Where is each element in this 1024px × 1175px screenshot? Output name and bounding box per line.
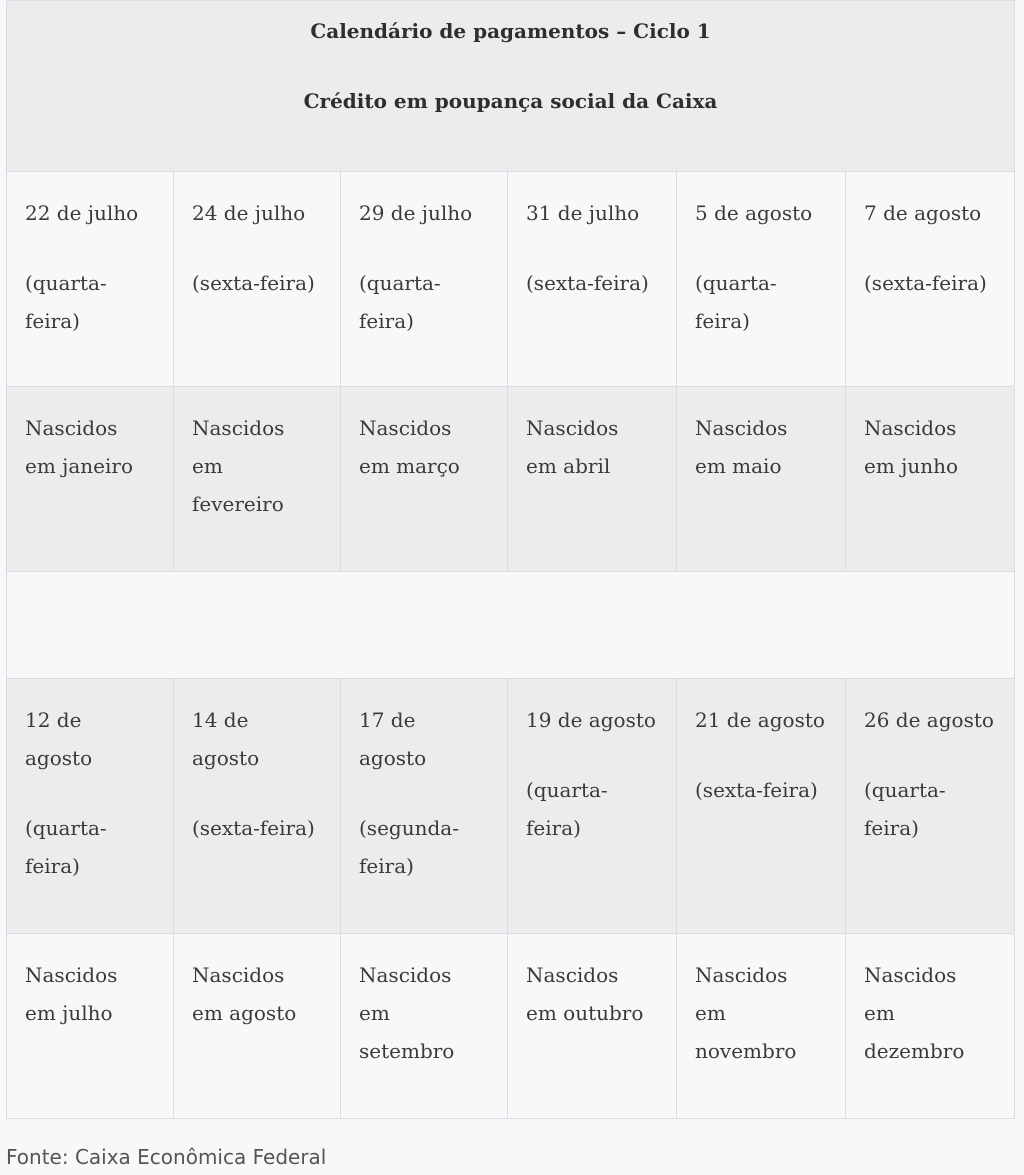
cell-line: (sexta-feira): [864, 271, 987, 295]
date-cell: [341, 679, 508, 934]
source-note: Fonte: Caixa Econômica Federal: [6, 1145, 327, 1169]
cell-line: em maio: [695, 454, 782, 478]
cell-line: 14 de: [192, 708, 249, 732]
birth-month-cell: [677, 934, 846, 1119]
date-cell: [846, 679, 1015, 934]
table-row-dates-1: [7, 172, 1015, 387]
cell-line: em abril: [526, 454, 611, 478]
cell-line: Nascidos: [526, 963, 619, 987]
cell-line: (sexta-feira): [526, 271, 649, 295]
cell-line: Nascidos: [526, 416, 619, 440]
cell-line: Nascidos: [192, 963, 285, 987]
cell-line: em: [864, 1001, 895, 1025]
cell-line: 22 de julho: [25, 201, 139, 225]
table-row-dates-2: [7, 679, 1015, 934]
cell-line: Nascidos: [695, 963, 788, 987]
cell-line: 26 de agosto: [864, 708, 994, 732]
cell-line: em janeiro: [25, 454, 133, 478]
birth-month-cell: [508, 934, 677, 1119]
cell-line: setembro: [359, 1039, 455, 1063]
table-header: [7, 1, 1015, 172]
cell-line: 19 de agosto: [526, 708, 656, 732]
cell-line: (quarta-: [864, 778, 946, 802]
cell-line: fevereiro: [192, 492, 284, 516]
cell-line: 7 de agosto: [864, 201, 982, 225]
cell-line: dezembro: [864, 1039, 965, 1063]
date-cell: [508, 679, 677, 934]
date-cell: [508, 172, 677, 387]
cell-line: (quarta-: [526, 778, 608, 802]
cell-line: em julho: [25, 1001, 113, 1025]
cell-line: Nascidos: [192, 416, 285, 440]
cell-line: 24 de julho: [192, 201, 306, 225]
cell-line: feira): [526, 816, 581, 840]
cell-line: 31 de julho: [526, 201, 640, 225]
birth-month-cell: [846, 934, 1015, 1119]
cell-line: em: [695, 1001, 726, 1025]
cell-line: 12 de: [25, 708, 82, 732]
cell-line: em outubro: [526, 1001, 644, 1025]
cell-line: 5 de agosto: [695, 201, 813, 225]
cell-line: em junho: [864, 454, 959, 478]
cell-line: feira): [695, 309, 750, 333]
birth-month-cell: [7, 934, 174, 1119]
cell-line: Nascidos: [864, 963, 957, 987]
cell-line: agosto: [25, 746, 93, 770]
date-cell: [677, 172, 846, 387]
cell-line: feira): [25, 309, 80, 333]
cell-line: (quarta-: [695, 271, 777, 295]
table-row-empty: [7, 572, 1015, 679]
cell-line: feira): [864, 816, 919, 840]
cell-line: em agosto: [192, 1001, 297, 1025]
date-cell: [7, 679, 174, 934]
cell-line: feira): [25, 854, 80, 878]
cell-line: (sexta-feira): [192, 271, 315, 295]
cell-line: em: [192, 454, 223, 478]
cell-line: 29 de julho: [359, 201, 473, 225]
birth-month-cell: [174, 387, 341, 572]
table-subtitle: Crédito em poupança social da Caixa: [303, 89, 718, 113]
date-cell: [846, 172, 1015, 387]
table-row-born-1: [7, 387, 1015, 572]
empty-cell: [7, 572, 1015, 679]
cell-line: feira): [359, 854, 414, 878]
cell-line: agosto: [359, 746, 427, 770]
cell-line: (quarta-: [25, 271, 107, 295]
cell-line: Nascidos: [25, 416, 118, 440]
date-cell: [7, 172, 174, 387]
birth-month-cell: [341, 387, 508, 572]
cell-line: (quarta-: [25, 816, 107, 840]
date-cell: [341, 172, 508, 387]
cell-line: em: [359, 1001, 390, 1025]
table-row-born-2: [7, 934, 1015, 1119]
cell-line: (quarta-: [359, 271, 441, 295]
table-title: Calendário de pagamentos – Ciclo 1: [310, 19, 711, 43]
cell-line: Nascidos: [695, 416, 788, 440]
birth-month-cell: [677, 387, 846, 572]
cell-line: feira): [359, 309, 414, 333]
date-cell: [677, 679, 846, 934]
cell-line: (segunda-: [359, 816, 459, 840]
cell-line: 17 de: [359, 708, 416, 732]
cell-line: (sexta-feira): [192, 816, 315, 840]
birth-month-cell: [508, 387, 677, 572]
birth-month-cell: [174, 934, 341, 1119]
cell-line: Nascidos: [864, 416, 957, 440]
date-cell: [174, 679, 341, 934]
birth-month-cell: [7, 387, 174, 572]
birth-month-cell: [846, 387, 1015, 572]
cell-line: Nascidos: [359, 963, 452, 987]
payment-calendar-table: [6, 0, 1014, 1119]
date-cell: [174, 172, 341, 387]
cell-line: (sexta-feira): [695, 778, 818, 802]
cell-line: Nascidos: [25, 963, 118, 987]
cell-line: Nascidos: [359, 416, 452, 440]
cell-line: agosto: [192, 746, 260, 770]
birth-month-cell: [341, 934, 508, 1119]
cell-line: novembro: [695, 1039, 797, 1063]
cell-line: em março: [359, 454, 460, 478]
cell-line: 21 de agosto: [695, 708, 825, 732]
